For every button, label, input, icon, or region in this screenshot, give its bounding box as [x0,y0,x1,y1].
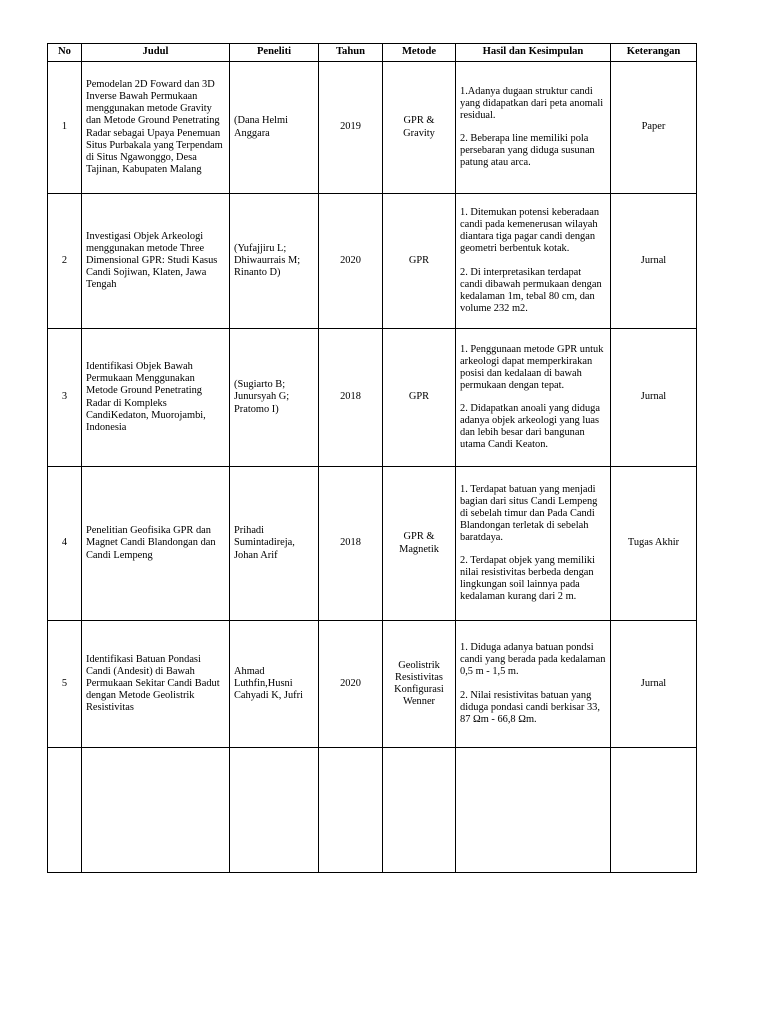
cell-peneliti: (Dana Helmi Anggara [230,62,319,194]
cell-peneliti: (Sugiarto B; Junursyah G; Pratomo I) [230,329,319,467]
hasil-point-2: 2. Di interpretasikan terdapat candi dibawah permukaan dengan kedalaman 1m, tebal 80 cm, dan volume 232 m2. [460,266,602,314]
hasil-point-2: 2. Beberapa line memiliki pola persebaran yang diduga susunan patung atau arca. [460,133,595,169]
hasil-point-1: 1. Penggunaan metode GPR untuk arkeologi dapat memperkirakan posisi dan kedalaan di bawah permukaan dengan tepat. [460,343,604,391]
cell-metode: GPR [383,194,456,329]
cell-no: 2 [48,194,82,329]
hasil-point-2: 2. Nilai resistivitas batuan yang diduga pondasi candi berkisar 33, 87 Ωm - 66,8 Ωm. [460,689,600,725]
cell-peneliti: Prihadi Sumintadireja, Johan Arif [230,467,319,621]
cell-hasil [456,329,611,467]
cell-keterangan: Jurnal [611,329,697,467]
cell-tahun: 2019 [319,62,383,194]
cell-tahun: 2020 [319,621,383,748]
cell-no: 1 [48,62,82,194]
header-keterangan: Keterangan [611,44,697,62]
cell-hasil [456,621,611,748]
cell-keterangan: Paper [611,62,697,194]
table-row [48,62,697,194]
cell-metode: Geolistrik Resistivitas Konfigurasi Wenner [383,621,456,748]
empty-cell [230,748,319,873]
cell-keterangan: Tugas Akhir [611,467,697,621]
header-hasil: Hasil dan Kesimpulan [456,44,611,62]
empty-cell [456,748,611,873]
cell-hasil [456,194,611,329]
header-peneliti: Peneliti [230,44,319,62]
cell-tahun: 2018 [319,467,383,621]
cell-judul: Investigasi Objek Arkeologi menggunakan metode Three Dimensional GPR: Studi Kasus Candi Sojiwan, Klaten, Jawa Tengah [82,194,230,329]
empty-cell [48,748,82,873]
empty-cell [611,748,697,873]
cell-peneliti: (Yufajjiru L; Dhiwaurrais M; Rinanto D) [230,194,319,329]
cell-keterangan: Jurnal [611,621,697,748]
header-tahun: Tahun [319,44,383,62]
table-row [48,467,697,621]
hasil-point-1: 1. Ditemukan potensi keberadaan candi pada kemenerusan wilayah diantara tiga pagar candi dengan geometri berbentuk kotak. [460,207,600,255]
cell-no: 4 [48,467,82,621]
header-judul: Judul [82,44,230,62]
cell-judul: Identifikasi Objek Bawah Permukaan Menggunakan Metode Ground Penetrating Radar di Kompleks CandiKedaton, Muorojambi, Indonesia [82,329,230,467]
cell-hasil [456,62,611,194]
empty-cell [383,748,456,873]
cell-hasil [456,467,611,621]
cell-peneliti: Ahmad Luthfin,Husni Cahyadi K, Jufri [230,621,319,748]
cell-metode: GPR [383,329,456,467]
cell-metode: GPR & Magnetik [383,467,456,621]
cell-no: 5 [48,621,82,748]
cell-no: 3 [48,329,82,467]
cell-judul: Identifikasi Batuan Pondasi Candi (Andesit) di Bawah Permukaan Sekitar Candi Badut dengan Metode Geolistrik Resistivitas [82,621,230,748]
cell-tahun: 2020 [319,194,383,329]
header-metode: Metode [383,44,456,62]
hasil-point-1: 1. Diduga adanya batuan pondsi candi yang berada pada kedalaman 0,5 m - 1,5 m. [460,642,606,678]
header-no: No [48,44,82,62]
header-row [48,44,697,62]
hasil-point-1: 1. Terdapat batuan yang menjadi bagian dari situs Candi Lempeng di sebelah timur dan Pada Candi Blandongan terletak di sebelah baratdaya. [460,483,598,543]
table-row [48,194,697,329]
cell-judul: Pemodelan 2D Foward dan 3D Inverse Bawah Permukaan menggunakan metode Gravity dan Metode Ground Penetrating Radar sebagai Upaya Penemuan Situs Purbakala yang Terpendam di Situs Ngawonggo, Desa Tajinan, Kabupaten Malang [82,62,230,194]
cell-judul: Penelitian Geofisika GPR dan Magnet Candi Blandongan dan Candi Lempeng [82,467,230,621]
table-row [48,621,697,748]
empty-table-row [48,748,697,873]
table-row [48,329,697,467]
cell-tahun: 2018 [319,329,383,467]
hasil-point-2: 2. Terdapat objek yang memiliki nilai resistivitas berbeda dengan lingkungan soil lainnya pada kedalaman kurang dari 2 m. [460,555,595,603]
hasil-point-1: 1.Adanya dugaan struktur candi yang didapatkan dari peta anomali residual. [460,85,604,121]
literature-review-table [47,43,697,873]
empty-cell [319,748,383,873]
hasil-point-2: 2. Didapatkan anoali yang diduga adanya objek arkeologi yang luas dan lebih besar dari bangunan utama Candi Keaton. [460,403,600,451]
cell-metode: GPR & Gravity [383,62,456,194]
cell-keterangan: Jurnal [611,194,697,329]
empty-cell [82,748,230,873]
